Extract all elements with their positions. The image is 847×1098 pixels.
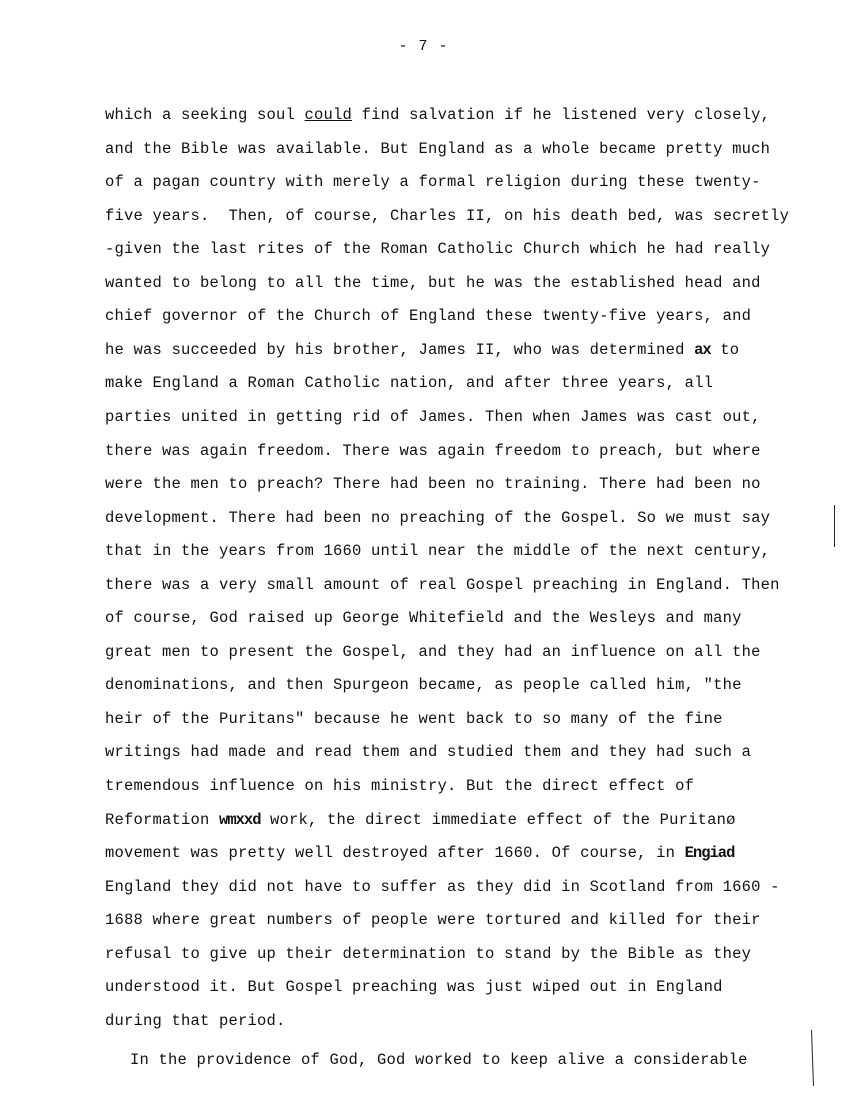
text-segment: to	[710, 340, 740, 359]
text-line	[105, 709, 723, 729]
text-line	[105, 172, 761, 192]
text-segment: heir of the Puritans" because he went back to so many of the fine	[105, 709, 723, 728]
margin-mark-upper	[834, 505, 835, 547]
text-line	[105, 306, 751, 326]
text-segment: during that period.	[105, 1011, 286, 1030]
text-segment: development. There had been no preaching of the Gospel. So we must say	[105, 508, 771, 527]
struck-over-text: ax	[694, 340, 711, 359]
text-line	[105, 441, 761, 461]
text-line	[105, 642, 761, 662]
text-segment: which a seeking soul	[105, 106, 305, 124]
text-segment: five years. Then, of course, Charles II, on his death bed, was secretly	[105, 206, 790, 225]
text-segment: understood it. But Gospel preaching was just wiped out in England	[105, 978, 723, 997]
text-segment: were the men to preach? There had been no training. There had been no	[105, 475, 761, 494]
text-segment: refusal to give up their determination to stand by the Bible as they	[105, 944, 752, 963]
margin-mark-lower	[811, 1030, 814, 1086]
text-line	[105, 843, 734, 863]
text-line	[105, 206, 789, 226]
text-line	[105, 373, 713, 393]
text-segment: tremendous influence on his ministry. But the direct effect of	[105, 777, 695, 795]
text-line	[105, 407, 761, 427]
text-segment: that in the years from 1660 until near the middle of the next century,	[105, 542, 771, 561]
last-paragraph-line: In the providence of God, God worked to keep alive a considerable	[130, 1051, 748, 1069]
underlined-word: could	[304, 106, 353, 124]
text-line	[105, 1011, 286, 1031]
text-line	[105, 742, 751, 762]
text-segment: Reformation	[105, 810, 220, 829]
text-line	[105, 776, 694, 796]
text-line	[105, 340, 739, 360]
text-segment: there was a very small amount of real Gospel preaching in England. Then	[105, 575, 780, 594]
text-line	[105, 877, 780, 897]
text-segment: of a pagan country with merely a formal religion during these twenty-	[105, 173, 761, 192]
text-segment: 1688 where great numbers of people were tortured and killed for their	[105, 911, 761, 930]
text-line	[105, 977, 723, 997]
text-segment: great men to present the Gospel, and they had an influence on all the	[105, 642, 761, 661]
text-line	[105, 944, 751, 964]
text-line	[105, 675, 742, 695]
text-line	[105, 508, 770, 528]
text-segment: he was succeeded by his brother, James II, who was determined	[105, 340, 695, 359]
text-segment: make England a Roman Catholic nation, and after three years, all	[105, 374, 714, 393]
text-line	[105, 575, 780, 595]
text-segment: England they did not have to suffer as they did in Scotland from 1660 -	[105, 877, 780, 896]
text-segment: chief governor of the Church of England these twenty-five years, and	[105, 307, 752, 326]
text-segment: movement was pretty well destroyed after 1660. Of course, in	[105, 844, 685, 863]
text-segment: writings had made and read them and studied them and they had such a	[105, 743, 752, 762]
text-line	[105, 474, 761, 494]
text-segment: find salvation if he listened very closely,	[352, 106, 771, 124]
text-line	[105, 105, 770, 125]
text-segment: wanted to belong to all the time, but he was the established head and	[105, 273, 761, 292]
text-line	[105, 541, 770, 561]
text-line	[105, 810, 736, 830]
text-segment: -given the last rites of the Roman Catholic Church which he had really	[105, 240, 771, 259]
text-segment: and the Bible was available. But England as a whole became pretty much	[105, 139, 771, 158]
text-line	[105, 608, 742, 628]
text-line	[105, 139, 770, 159]
text-segment: there was again freedom. There was again freedom to preach, but where	[105, 441, 761, 460]
text-line	[105, 910, 761, 930]
text-segment: work, the direct immediate effect of the Puritanø	[260, 810, 736, 829]
text-line	[105, 273, 761, 293]
text-segment: denominations, and then Spurgeon became, as people called him, "the	[105, 676, 742, 695]
text-segment: of course, God raised up George Whitefield and the Wesleys and many	[105, 609, 742, 628]
text-segment: parties united in getting rid of James. Then when James was cast out,	[105, 407, 761, 426]
struck-over-text: Engiad	[684, 844, 735, 863]
page-number: - 7 -	[398, 38, 449, 55]
struck-over-text: wmxxd	[219, 810, 261, 829]
text-line	[105, 239, 770, 259]
